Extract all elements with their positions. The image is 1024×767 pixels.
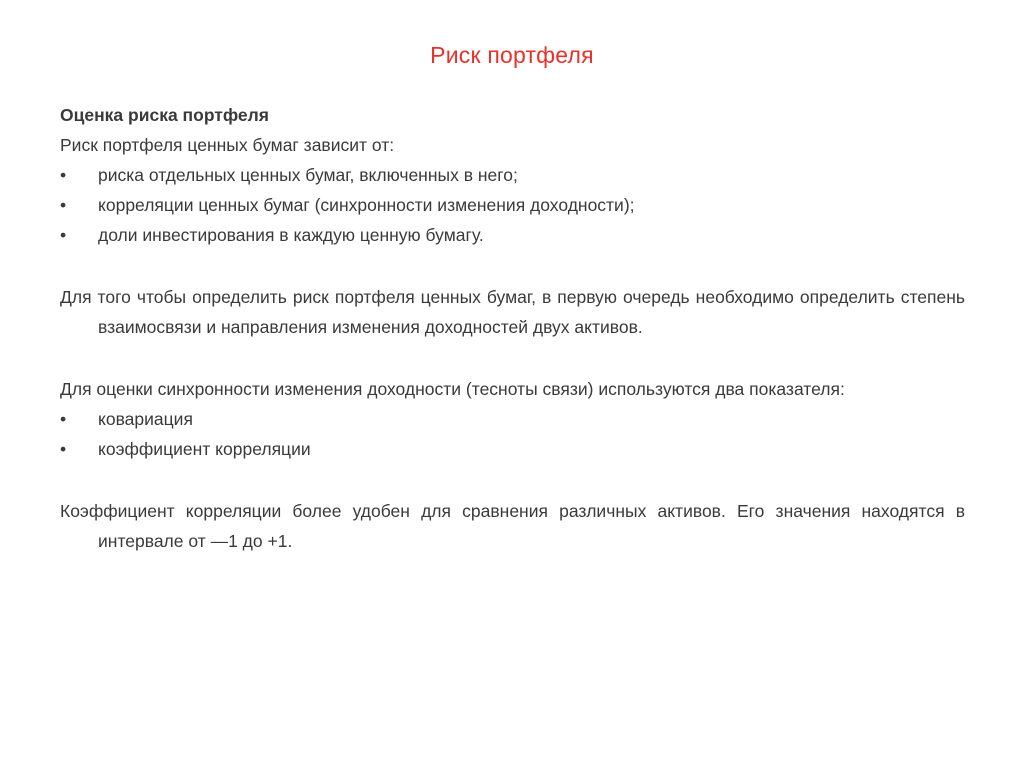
list-item [60,404,965,434]
list-item [60,160,965,190]
list-item-text: коэффициент корреляции [98,439,311,459]
bullet-icon: • [60,409,67,429]
list-item-text: доли инвестирования в каждую ценную бумагу. [98,225,484,245]
list-item-text: риска отдельных ценных бумаг, включенных в него; [98,165,518,185]
list-item [60,434,965,464]
paragraph-correlation-range: Коэффициент корреляции более удобен для сравнения различных активов. Его значения находятся в интервале от —1 до +1. [60,501,965,551]
spacer [60,464,965,496]
list-item [60,190,965,220]
section-heading: Оценка риска портфеля [60,105,269,125]
list-item-text: ковариация [98,409,193,429]
list-item-text: корреляции ценных бумаг (синхронности изменения доходности); [98,195,635,215]
paragraph-indicators: Для оценки синхронности изменения доходности (тесноты связи) используются два показателя: [60,379,845,399]
bullet-icon: • [60,165,67,185]
spacer [60,250,965,282]
list-item [60,220,965,250]
indicators-list [60,404,965,464]
risk-factors-list [60,160,965,250]
paragraph-correlation-need: Для того чтобы определить риск портфеля ценных бумаг, в первую очередь необходимо определить степень взаимосвязи и направления изменения доходностей двух активов. [60,287,965,337]
bullet-icon: • [60,195,67,215]
slide-title: Риск портфеля [430,42,594,68]
bullet-icon: • [60,439,67,459]
slide-content [60,100,965,556]
intro-text: Риск портфеля ценных бумаг зависит от: [60,135,395,155]
bullet-icon: • [60,225,67,245]
spacer [60,342,965,374]
